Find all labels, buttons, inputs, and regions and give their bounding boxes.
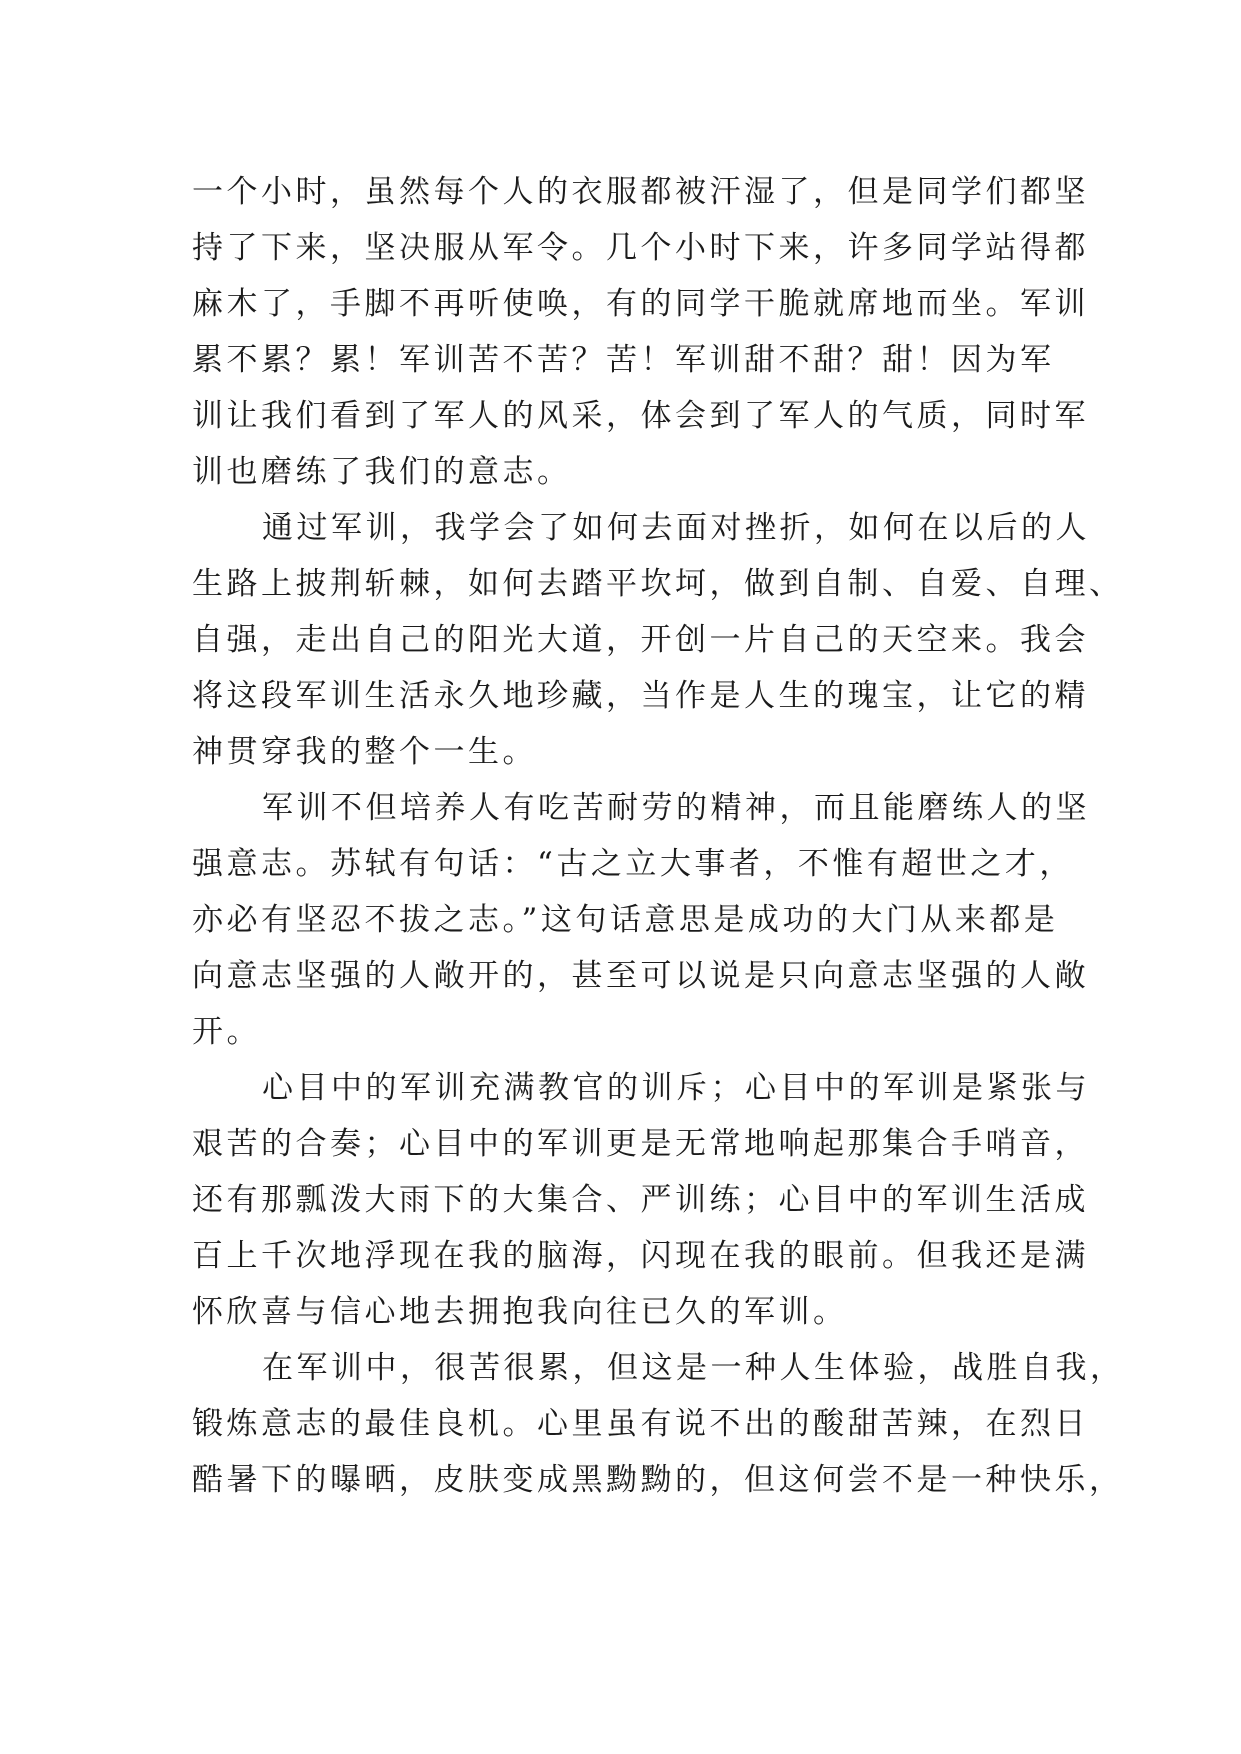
text-line: 训让我们看到了军人的风采，体会到了军人的气质，同时军 [192, 398, 1089, 434]
paragraph-first-line: 通过军训，我学会了如何去面对挫折，如何在以后的人 [262, 510, 1090, 546]
text-line: 神贯穿我的整个一生。 [192, 734, 537, 770]
text-line: 自强，走出自己的阳光大道，开创一片自己的天空来。我会 [192, 622, 1089, 658]
text-line: 亦必有坚忍不拔之志。”这句话意思是成功的大门从来都是 [192, 902, 1059, 938]
text-line: 锻炼意志的最佳良机。心里虽有说不出的酸甜苦辣，在烈日 [192, 1406, 1089, 1442]
text-line: 开。 [192, 1014, 261, 1050]
paragraph-first-line: 军训不但培养人有吃苦耐劳的精神，而且能磨练人的坚 [262, 790, 1090, 826]
text-line: 强意志。苏轼有句话：“古之立大事者，不惟有超世之才， [192, 846, 1074, 882]
text-line: 麻木了，手脚不再听使唤，有的同学干脆就席地而坐。军训 [192, 286, 1089, 322]
text-line: 酷暑下的曝晒，皮肤变成黑黝黝的，但这何尝不是一种快乐， [192, 1462, 1124, 1498]
paragraph-first-line: 心目中的军训充满教官的训斥；心目中的军训是紧张与 [262, 1070, 1090, 1106]
body-text [192, 164, 1125, 1508]
text-line: 百上千次地浮现在我的脑海，闪现在我的眼前。但我还是满 [192, 1238, 1089, 1274]
text-line: 训也磨练了我们的意志。 [192, 454, 572, 490]
text-line: 艰苦的合奏；心目中的军训更是无常地响起那集合手哨音， [192, 1126, 1089, 1162]
text-line: 将这段军训生活永久地珍藏，当作是人生的瑰宝，让它的精 [192, 678, 1089, 714]
text-line: 生路上披荆斩棘，如何去踏平坎坷，做到自制、自爱、自理、 [192, 566, 1124, 602]
text-line: 持了下来，坚决服从军令。几个小时下来，许多同学站得都 [192, 230, 1089, 266]
text-line: 累不累？累！军训苦不苦？苦！军训甜不甜？甜！因为军 [192, 342, 1055, 378]
text-line: 还有那瓢泼大雨下的大集合、严训练；心目中的军训生活成 [192, 1182, 1089, 1218]
paragraph-first-line: 在军训中，很苦很累，但这是一种人生体验，战胜自我， [262, 1350, 1125, 1386]
text-line: 怀欣喜与信心地去拥抱我向往已久的军训。 [192, 1294, 848, 1330]
text-line: 向意志坚强的人敞开的，甚至可以说是只向意志坚强的人敞 [192, 958, 1089, 994]
text-line: 一个小时，虽然每个人的衣服都被汗湿了，但是同学们都坚 [192, 174, 1089, 210]
